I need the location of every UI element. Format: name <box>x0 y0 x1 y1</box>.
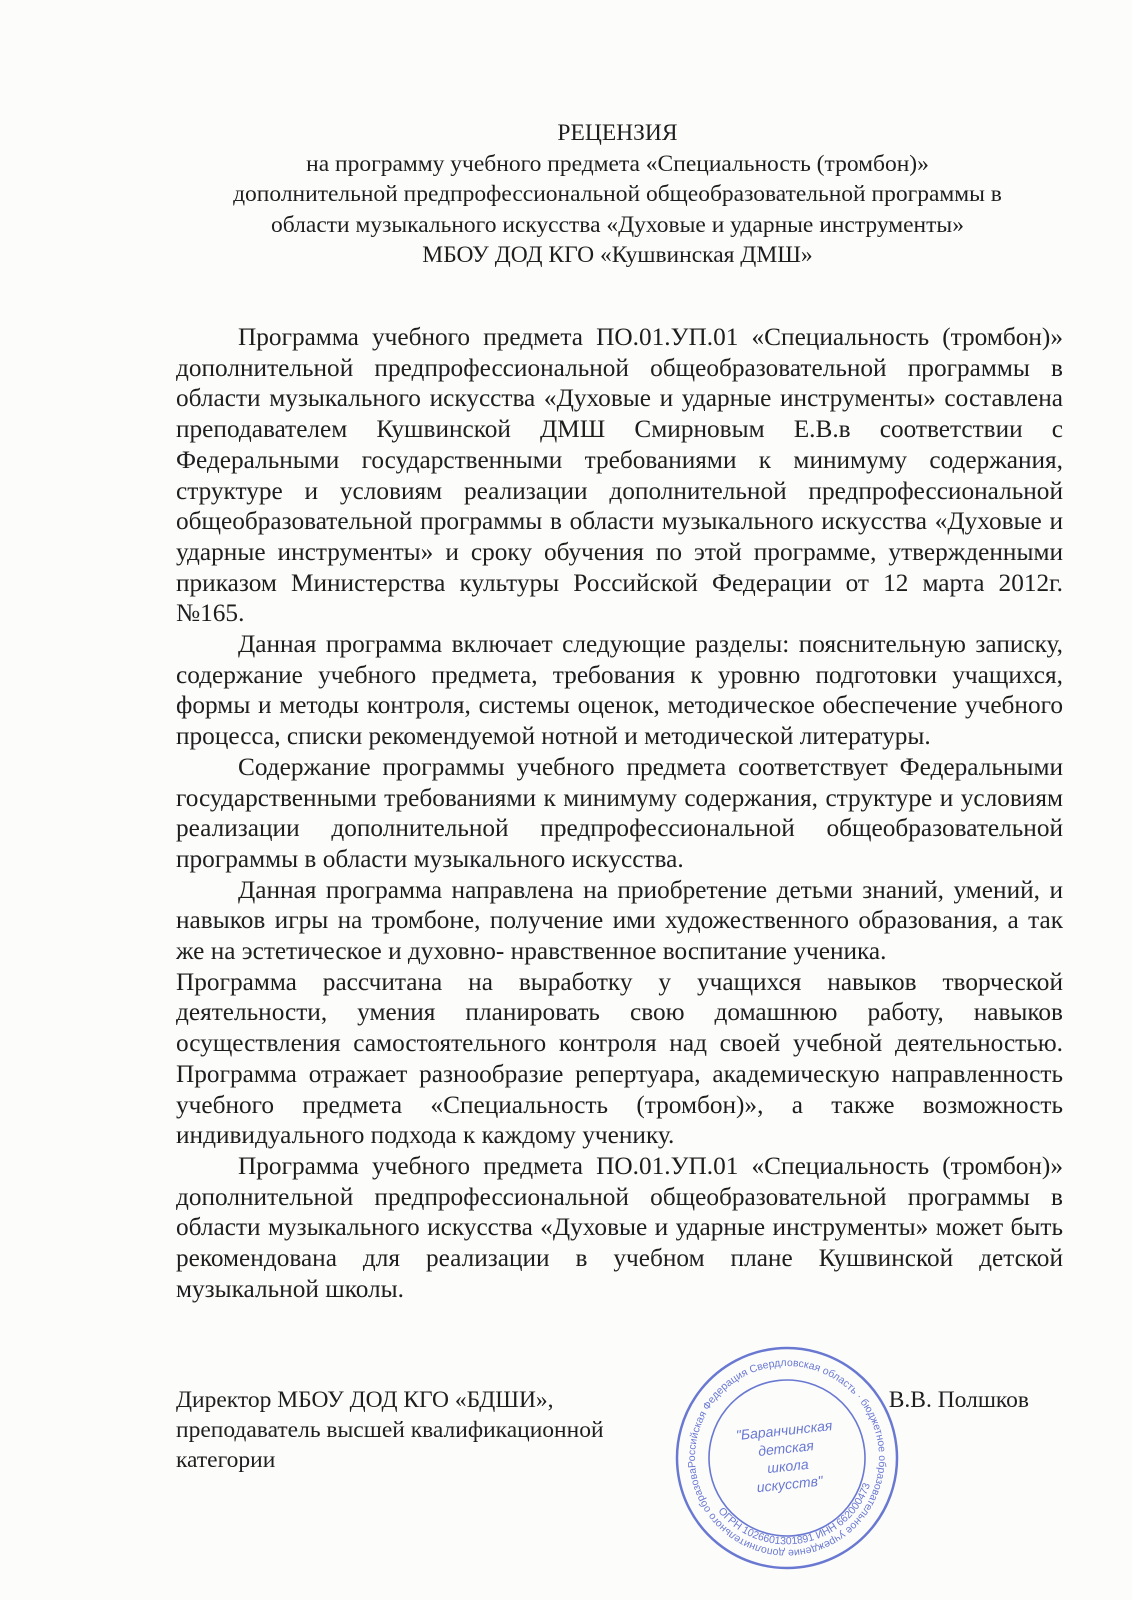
paragraph: Программа учебного предмета ПО.01.УП.01 «Специальность (тромбон)» дополнительной предпрофессиональной общеобразовательной программы в области музыкального искусства «Духовые и ударные инструменты» может быть рекомендована для реализации в учебном плане Кушвинской детской музыкальной школы. <box>176 1151 1063 1303</box>
paragraph: Данная программа включает следующие разделы: пояснительную записку, содержание учебного предмета, требования к уровню подготовки учащихся, формы и методы контроля, системы оценок, методическое обеспечение учебного процесса, списки рекомендуемой нотной и методической литературы. <box>176 630 1063 751</box>
stamp-center-line: "Баранчинская <box>735 1417 834 1444</box>
title-line: области музыкального искусства «Духовые и ударные инструменты» <box>271 211 964 238</box>
paragraph: Содержание программы учебного предмета соответствует Федеральными государственными требованиями к минимуму содержания, структуре и условиям реализации дополнительной предпрофессиональной общеобразовательной программы в области музыкального искусства. <box>176 752 1063 873</box>
stamp-outer-text: Российская Федерация Свердловская область · бюджетное образовательное учреждение дополнительного образования <box>685 1356 889 1560</box>
stamp-bottom-text: ОГРН 1026601301891 ИНН 6620004736 <box>715 1481 874 1548</box>
paragraph: Программа учебного предмета ПО.01.УП.01 «Специальность (тромбон)» дополнительной предпрофессиональной общеобразовательной программы в области музыкального искусства «Духовые и ударные инструменты» составлена преподавателем Кушвинской ДМШ Смирновым Е.В.в соответствии с Федеральными государственными требованиями к минимуму содержания, структуре и условиям реализации дополнительной предпрофессиональной общеобразовательной программы в области музыкального искусства «Духовые и ударные инструменты» и сроку обучения по этой программе, утвержденными приказом Министерства культуры Российской Федерации от 12 марта 2012г. №165. <box>176 323 1063 628</box>
stamp-center-line: детская <box>757 1437 815 1459</box>
title-line: МБОУ ДОД КГО «Кушвинская ДМШ» <box>422 242 813 268</box>
title-line: РЕЦЕНЗИЯ <box>557 120 678 146</box>
title-line: на программу учебного предмета «Специальность (тромбон)» <box>306 150 929 177</box>
signatory-role-line: категории <box>176 1447 276 1473</box>
paragraph: Данная программа направлена на приобретение детьми знаний, умений, и навыков игры на тромбоне, получение ими художественного образования, а так же на эстетическое и духовно- нравственное воспитание ученика. <box>176 875 1063 966</box>
paragraph: Программа рассчитана на выработку у учащихся навыков творческой деятельности, умения планировать свою домашнюю работу, навыков осуществления самостоятельного контроля над своей учебной деятельностью. Программа отражает разнообразие репертуара, академическую направленность учебного предмета «Специальность (тромбон)», а также возможность индивидуального подхода к каждому ученику. <box>176 967 1063 1150</box>
document-body <box>176 322 1063 1305</box>
signatory-role-line: преподаватель высшей квалификационной <box>176 1417 604 1443</box>
signatory-role-line: Директор МБОУ ДОД КГО «БДШИ», <box>176 1387 554 1413</box>
signatory-name: В.В. Полшков <box>888 1387 1029 1413</box>
stamp-center-line: искусств" <box>755 1472 824 1496</box>
title-line: дополнительной предпрофессиональной общеобразовательной программы в <box>233 181 1002 207</box>
stamp-center-line: школа <box>766 1455 810 1477</box>
document-title <box>150 118 1085 271</box>
signature-block <box>176 1385 1063 1475</box>
